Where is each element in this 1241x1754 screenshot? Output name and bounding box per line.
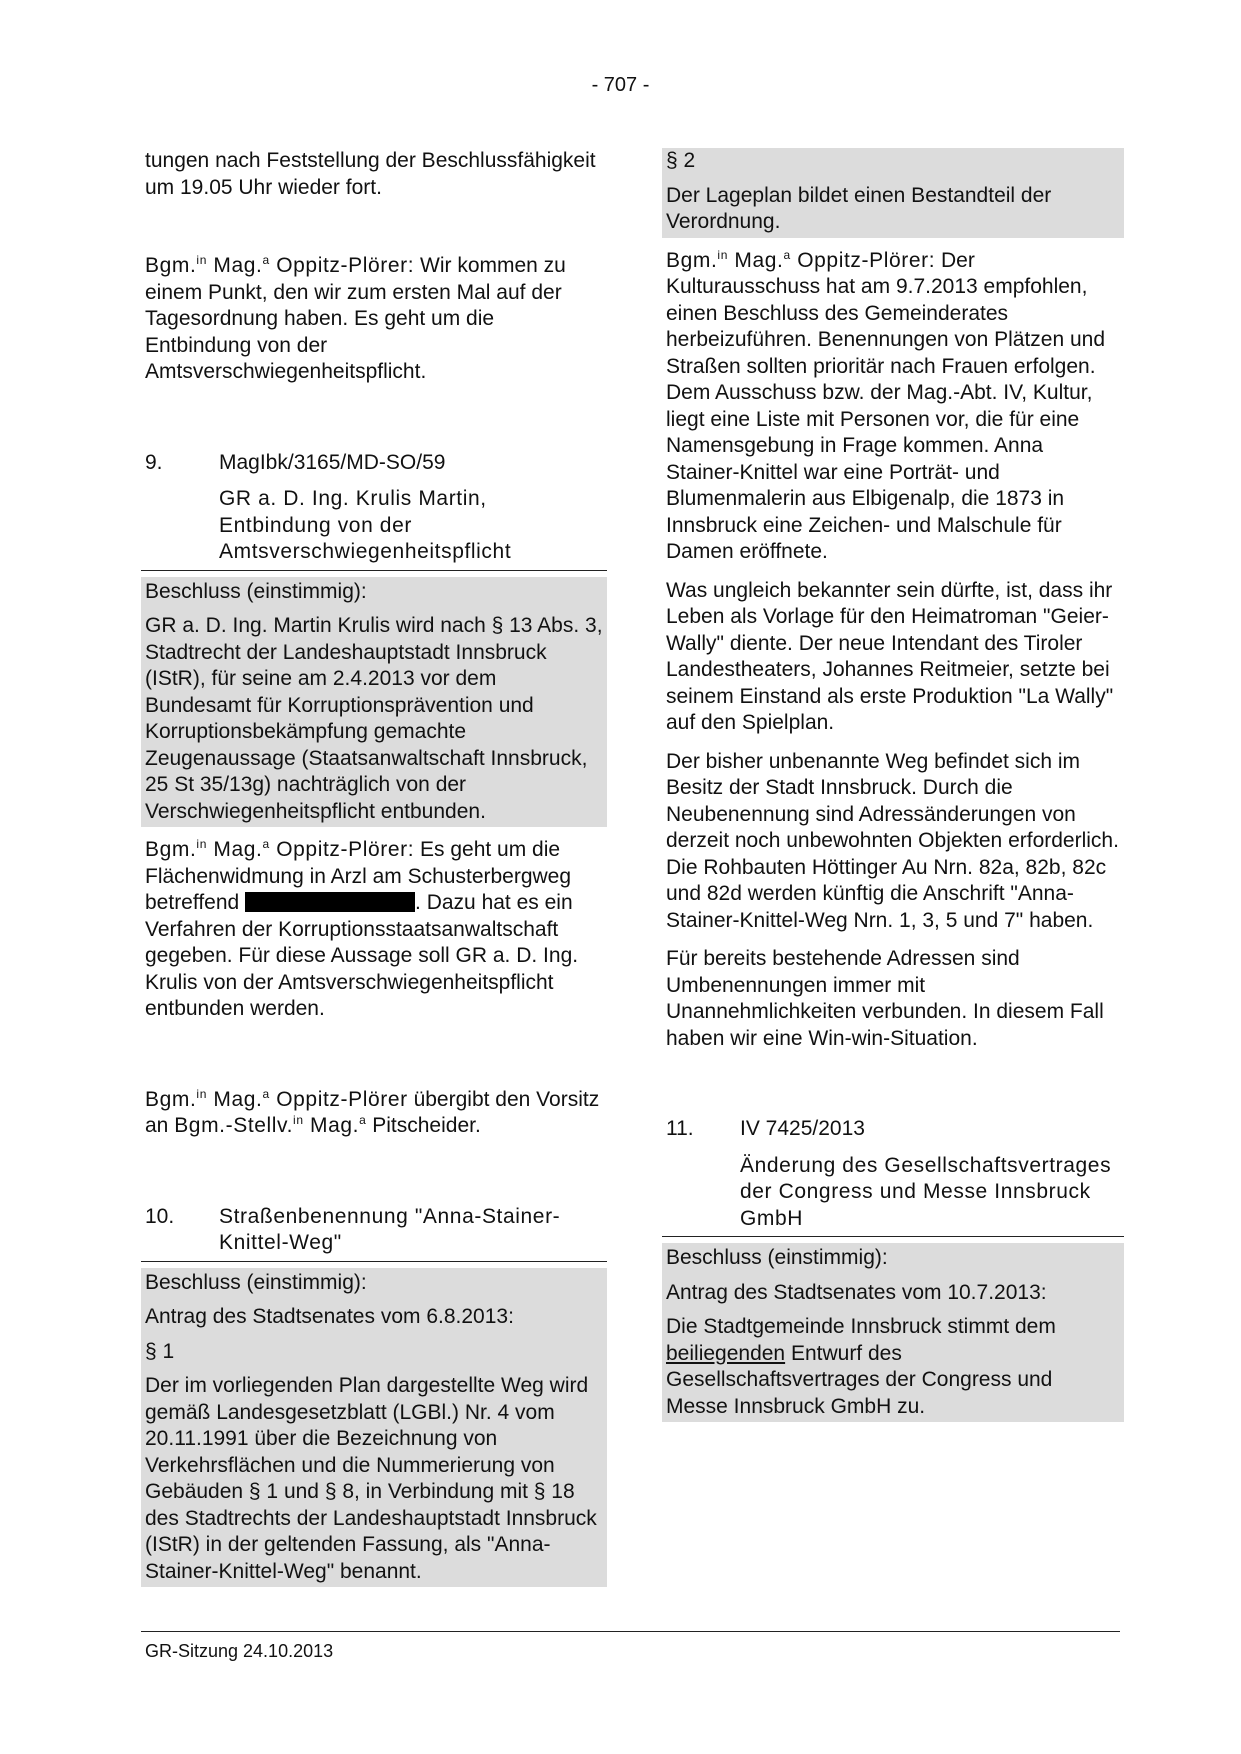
- agenda-item-9-header: [145, 450, 603, 477]
- decision-label: Beschluss (einstimmig):: [145, 579, 367, 603]
- decision-text: Die Stadtgemeinde Innsbruck stimmt dem beiliegenden Entwurf des Gesellschaftsvertrages der Congress und Messe Innsbruck GmbH zu.: [666, 1315, 1056, 1418]
- left-column: [145, 148, 603, 1587]
- speech-paragraph-3: Bgm.$^{in}$ Mag.$^a$ Oppitz-Plörer übergibt den Vorsitz an Bgm.-Stellv.$^{in}$ Mag.$^a$ Pitscheider.: [145, 1086, 600, 1137]
- agenda-item-9-title: GR a. D. Ing. Krulis Martin, Entbindung von der Amtsverschwiegenheitspflicht: [219, 487, 512, 563]
- item-reference: MagIbk/3165/MD-SO/59: [219, 450, 446, 474]
- decision-label: Beschluss (einstimmig):: [666, 1246, 888, 1269]
- item-reference: IV 7425/2013: [740, 1117, 865, 1140]
- antrag-text: Antrag des Stadtsenates vom 10.7.2013:: [666, 1280, 1047, 1304]
- right-column: [666, 148, 1120, 1422]
- decision-block-11: [662, 1243, 1124, 1422]
- speech-paragraph-6: Der bisher unbenannte Weg befindet sich im Besitz der Stadt Innsbruck. Durch die Neubenennung sind Adressänderungen von derzeit noch unbewohnten Objekten erforderlich. Die Rohbauten Höttinger Au Nrn. 82a, 82b, 82c und 82d werden künftig die Anschrift "Anna-Stainer-Knittel-Weg Nrn. 1, 3, 5 und 7" haben.: [666, 749, 1119, 932]
- footer-separator: [141, 1631, 1120, 1632]
- decision-block-9: [141, 577, 607, 828]
- paragraph-1-text: Der im vorliegenden Plan dargestellte Weg wird gemäß Landesgesetzblatt (LGBl.) Nr. 4 vom 20.11.1991 über die Bezeichnung von Verkehrsflächen und die Nummerierung von Gebäuden § 1 und § 8, in Verbindung mit § 18 des Stadtrechts der Landeshauptstadt Innsbruck (IStR) in der geltenden Fassung, als "Anna-Stainer-Knittel-Weg" benannt.: [145, 1374, 597, 1583]
- paragraph-2-text: Der Lageplan bildet einen Bestandteil der Verordnung.: [666, 183, 1052, 233]
- paragraph-symbol-2: § 2: [666, 149, 696, 172]
- speech-paragraph-1: Bgm.$^{in}$ Mag.$^a$ Oppitz-Plörer: Wir kommen zu einem Punkt, den wir zum ersten Mal auf der Tagesordnung haben. Es geht um die Entbindung von der Amtsverschwiegenheitspflicht.: [145, 253, 566, 383]
- item-number: 10.: [145, 1204, 175, 1228]
- separator-line: [141, 570, 607, 571]
- agenda-item-10-header: [145, 1204, 603, 1257]
- agenda-item-11-header: [666, 1116, 1120, 1143]
- intro-paragraph: tungen nach Feststellung der Beschlussfähigkeit um 19.05 Uhr wieder fort.: [145, 149, 596, 199]
- item-number: 9.: [145, 450, 163, 474]
- footer-session-date: GR-Sitzung 24.10.2013: [145, 1641, 334, 1661]
- speech-paragraph-5: Was ungleich bekannter sein dürfte, ist, dass ihr Leben als Vorlage für den Heimatroman "Geier-Wally" diente. Der neue Intendant des Tiroler Landestheaters, Johannes Reitmeier, setzte bei seinem Einstand als erste Produktion "La Wally" auf den Spielplan.: [666, 578, 1114, 734]
- decision-text: GR a. D. Ing. Martin Krulis wird nach § 13 Abs. 3, Stadtrecht der Landeshauptstadt Innsbruck (IStR), für seine am 2.4.2013 vor dem Bundesamt für Korruptionsprävention und Korruptionsbekämpfung gemachte Zeugenaussage (Staatsanwaltschaft Innsbruck, 25 St 35/13g) nachträglich von der Verschwiegenheitspflicht entbunden.: [145, 614, 603, 823]
- decision-label: Beschluss (einstimmig):: [145, 1270, 367, 1294]
- page-number: - 707 -: [591, 74, 650, 96]
- speech-paragraph-2: Bgm.$^{in}$ Mag.$^a$ Oppitz-Plörer: Es geht um die Flächenwidmung in Arzl am Schusterbergweg betreffend . Dazu hat es ein Verfahren der Korruptionsstaatsanwaltschaft gegeben. Für diese Aussage soll GR a. D. Ing. Krulis von der Amtsverschwiegenheitspflicht entbunden werden.: [145, 837, 579, 1020]
- speech-paragraph-7: Für bereits bestehende Adressen sind Umbenennungen immer mit Unannehmlichkeiten verbunden. In diesem Fall haben wir eine Win-win-Situation.: [666, 947, 1104, 1050]
- agenda-item-10-title: Straßenbenennung "Anna-Stainer-Knittel-Weg": [219, 1204, 561, 1254]
- speech-paragraph-4: Bgm.$^{in}$ Mag.$^a$ Oppitz-Plörer: Der Kulturausschuss hat am 9.7.2013 empfohlen, einen Beschluss des Gemeinderates herbeizuführen. Benennungen von Plätzen und Straßen sollten prioritär nach Frauen erfolgen. Dem Ausschuss bzw. der Mag.-Abt. IV, Kultur, liegt eine Liste mit Personen vor, die für eine Namensgebung in Frage kommen. Anna Stainer-Knittel war eine Porträt- und Blumenmalerin aus Elbigenalp, die 1873 in Innsbruck eine Zeichen- und Malschule für Damen eröffnete.: [666, 247, 1106, 563]
- agenda-item-11-title: Änderung des Gesellschaftsvertrages der Congress und Messe Innsbruck GmbH: [740, 1153, 1112, 1230]
- paragraph-symbol-1: § 1: [145, 1339, 175, 1363]
- antrag-text: Antrag des Stadtsenates vom 6.8.2013:: [145, 1305, 514, 1328]
- item-number: 11.: [666, 1117, 694, 1140]
- separator-line: [141, 1261, 607, 1262]
- separator-line: [662, 1236, 1124, 1237]
- decision-block-10-continued: [662, 148, 1124, 238]
- redaction-bar: [245, 892, 415, 912]
- decision-block-10: [141, 1268, 607, 1588]
